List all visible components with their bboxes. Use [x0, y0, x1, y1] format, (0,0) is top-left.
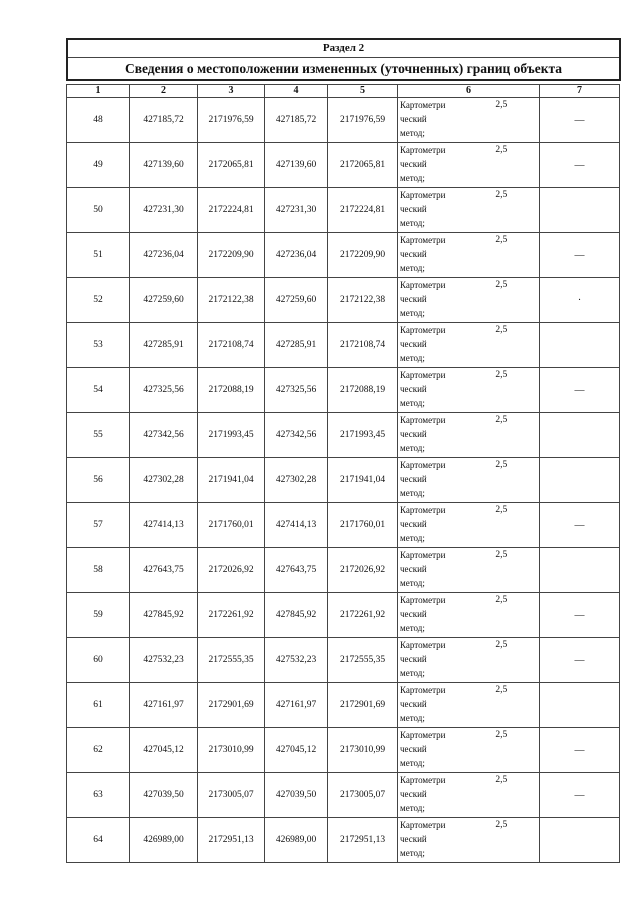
table-row — [67, 143, 620, 188]
method-text: метод; — [400, 173, 425, 183]
accuracy-value: 2,5 — [464, 548, 540, 593]
y-refined: 2173005,07 — [328, 773, 398, 818]
y-existing: 2172026,92 — [198, 548, 265, 593]
note-cell — [540, 818, 620, 863]
method-text: метод; — [400, 623, 425, 633]
table-row — [67, 728, 620, 773]
x-existing: 427259,60 — [130, 278, 198, 323]
method-text: метод; — [400, 758, 425, 768]
x-existing: 427045,12 — [130, 728, 198, 773]
method-text: ческий — [400, 654, 427, 664]
y-refined: 2171993,45 — [328, 413, 398, 458]
x-existing: 427185,72 — [130, 98, 198, 143]
y-existing: 2172951,13 — [198, 818, 265, 863]
accuracy-value: 2,5 — [464, 413, 540, 458]
x-existing: 427231,30 — [130, 188, 198, 233]
y-refined: 2171976,59 — [328, 98, 398, 143]
method-text: метод; — [400, 578, 425, 588]
point-number: 58 — [67, 548, 130, 593]
point-number: 55 — [67, 413, 130, 458]
method-text: метод; — [400, 443, 425, 453]
x-existing: 426989,00 — [130, 818, 198, 863]
method-text: ческий — [400, 249, 427, 259]
accuracy-value: 2,5 — [464, 188, 540, 233]
accuracy-value: 2,5 — [464, 593, 540, 638]
accuracy-value: 2,5 — [464, 773, 540, 818]
x-refined: 427532,23 — [265, 638, 328, 683]
method-text: Картометри — [400, 325, 446, 335]
table-row — [67, 503, 620, 548]
y-refined: 2172122,38 — [328, 278, 398, 323]
accuracy-value: 2,5 — [464, 323, 540, 368]
x-refined: 427161,97 — [265, 683, 328, 728]
y-existing: 2171941,04 — [198, 458, 265, 503]
y-existing: 2172209,90 — [198, 233, 265, 278]
column-header: 7 — [540, 85, 620, 98]
y-refined: 2171941,04 — [328, 458, 398, 503]
x-refined: 427259,60 — [265, 278, 328, 323]
x-existing: 427325,56 — [130, 368, 198, 413]
point-number: 63 — [67, 773, 130, 818]
note-cell: — — [540, 98, 620, 143]
method-text: Картометри — [400, 550, 446, 560]
method-text: метод; — [400, 128, 425, 138]
y-existing: 2172088,19 — [198, 368, 265, 413]
column-header: 3 — [198, 85, 265, 98]
accuracy-value: 2,5 — [464, 728, 540, 773]
method-cell — [398, 683, 464, 728]
y-existing: 2171760,01 — [198, 503, 265, 548]
point-number: 64 — [67, 818, 130, 863]
x-existing: 427302,28 — [130, 458, 198, 503]
note-cell: — — [540, 233, 620, 278]
note-cell — [540, 683, 620, 728]
boundary-table — [66, 84, 620, 863]
point-number: 53 — [67, 323, 130, 368]
table-row — [67, 188, 620, 233]
note-cell: — — [540, 143, 620, 188]
method-cell — [398, 503, 464, 548]
x-refined: 427185,72 — [265, 98, 328, 143]
section-subtitle: Сведения о местоположении измененных (уточненных) границ объекта — [124, 61, 563, 76]
method-text: ческий — [400, 834, 427, 844]
method-text: Картометри — [400, 775, 446, 785]
table-row — [67, 323, 620, 368]
note-cell — [540, 548, 620, 593]
method-cell — [398, 638, 464, 683]
y-refined: 2172088,19 — [328, 368, 398, 413]
method-cell — [398, 773, 464, 818]
accuracy-value: 2,5 — [464, 278, 540, 323]
y-refined: 2172065,81 — [328, 143, 398, 188]
method-text: ческий — [400, 519, 427, 529]
y-refined: 2172555,35 — [328, 638, 398, 683]
method-text: метод; — [400, 488, 425, 498]
method-text: ческий — [400, 204, 427, 214]
accuracy-value: 2,5 — [464, 368, 540, 413]
column-number-row — [67, 85, 620, 98]
method-cell — [398, 143, 464, 188]
table-row — [67, 638, 620, 683]
table-row — [67, 683, 620, 728]
table-row — [67, 818, 620, 863]
x-existing: 427285,91 — [130, 323, 198, 368]
column-header: 1 — [67, 85, 130, 98]
y-refined: 2173010,99 — [328, 728, 398, 773]
x-existing: 427643,75 — [130, 548, 198, 593]
x-existing: 427161,97 — [130, 683, 198, 728]
y-existing: 2172224,81 — [198, 188, 265, 233]
y-refined: 2172209,90 — [328, 233, 398, 278]
x-existing: 427845,92 — [130, 593, 198, 638]
method-text: ческий — [400, 429, 427, 439]
method-cell — [398, 818, 464, 863]
method-text: ческий — [400, 789, 427, 799]
method-text: ческий — [400, 564, 427, 574]
point-number: 61 — [67, 683, 130, 728]
y-existing: 2172555,35 — [198, 638, 265, 683]
y-existing: 2173005,07 — [198, 773, 265, 818]
note-cell — [540, 413, 620, 458]
x-refined: 427045,12 — [265, 728, 328, 773]
method-text: метод; — [400, 353, 425, 363]
method-text: метод; — [400, 713, 425, 723]
method-text: метод; — [400, 398, 425, 408]
y-existing: 2171976,59 — [198, 98, 265, 143]
table-row — [67, 458, 620, 503]
point-number: 62 — [67, 728, 130, 773]
y-refined: 2171760,01 — [328, 503, 398, 548]
method-cell — [398, 233, 464, 278]
x-refined: 427285,91 — [265, 323, 328, 368]
method-cell — [398, 593, 464, 638]
point-number: 54 — [67, 368, 130, 413]
column-header: 2 — [130, 85, 198, 98]
method-cell — [398, 728, 464, 773]
x-refined: 427643,75 — [265, 548, 328, 593]
method-text: Картометри — [400, 100, 446, 110]
method-text: Картометри — [400, 370, 446, 380]
method-text: ческий — [400, 744, 427, 754]
y-existing: 2173010,99 — [198, 728, 265, 773]
y-existing: 2172065,81 — [198, 143, 265, 188]
x-existing: 427342,56 — [130, 413, 198, 458]
x-refined: 426989,00 — [265, 818, 328, 863]
accuracy-value: 2,5 — [464, 503, 540, 548]
note-cell: · — [540, 278, 620, 323]
method-text: ческий — [400, 114, 427, 124]
method-cell — [398, 323, 464, 368]
method-text: метод; — [400, 308, 425, 318]
point-number: 56 — [67, 458, 130, 503]
method-text: Картометри — [400, 190, 446, 200]
x-existing: 427139,60 — [130, 143, 198, 188]
x-refined: 427414,13 — [265, 503, 328, 548]
method-text: ческий — [400, 699, 427, 709]
point-number: 59 — [67, 593, 130, 638]
method-text: Картометри — [400, 820, 446, 830]
method-cell — [398, 98, 464, 143]
note-cell — [540, 323, 620, 368]
method-text: Картометри — [400, 505, 446, 515]
table-row — [67, 593, 620, 638]
table-row — [67, 368, 620, 413]
method-text: метод; — [400, 263, 425, 273]
point-number: 57 — [67, 503, 130, 548]
y-refined: 2172951,13 — [328, 818, 398, 863]
method-text: ческий — [400, 339, 427, 349]
method-text: Картометри — [400, 730, 446, 740]
accuracy-value: 2,5 — [464, 818, 540, 863]
y-existing: 2172261,92 — [198, 593, 265, 638]
point-number: 52 — [67, 278, 130, 323]
x-refined: 427302,28 — [265, 458, 328, 503]
method-text: метод; — [400, 533, 425, 543]
table-row — [67, 773, 620, 818]
method-text: ческий — [400, 294, 427, 304]
x-refined: 427139,60 — [265, 143, 328, 188]
x-existing: 427236,04 — [130, 233, 198, 278]
point-number: 51 — [67, 233, 130, 278]
x-existing: 427414,13 — [130, 503, 198, 548]
x-refined: 427342,56 — [265, 413, 328, 458]
note-cell: — — [540, 773, 620, 818]
y-refined: 2172901,69 — [328, 683, 398, 728]
note-cell: — — [540, 593, 620, 638]
method-cell — [398, 548, 464, 593]
y-existing: 2172108,74 — [198, 323, 265, 368]
column-header: 6 — [398, 85, 540, 98]
table-body — [67, 98, 620, 863]
point-number: 60 — [67, 638, 130, 683]
method-cell — [398, 368, 464, 413]
method-text: ческий — [400, 609, 427, 619]
method-text: Картометри — [400, 235, 446, 245]
column-header: 4 — [265, 85, 328, 98]
point-number: 48 — [67, 98, 130, 143]
y-refined: 2172261,92 — [328, 593, 398, 638]
method-text: метод; — [400, 668, 425, 678]
method-text: ческий — [400, 159, 427, 169]
x-refined: 427236,04 — [265, 233, 328, 278]
note-cell: — — [540, 368, 620, 413]
y-existing: 2172122,38 — [198, 278, 265, 323]
accuracy-value: 2,5 — [464, 98, 540, 143]
table-row — [67, 278, 620, 323]
accuracy-value: 2,5 — [464, 683, 540, 728]
column-header: 5 — [328, 85, 398, 98]
table-row — [67, 98, 620, 143]
method-text: Картометри — [400, 460, 446, 470]
x-existing: 427039,50 — [130, 773, 198, 818]
section-header-frame — [66, 38, 621, 81]
y-refined: 2172224,81 — [328, 188, 398, 233]
x-existing: 427532,23 — [130, 638, 198, 683]
method-cell — [398, 458, 464, 503]
method-text: Картометри — [400, 145, 446, 155]
method-text: метод; — [400, 803, 425, 813]
point-number: 49 — [67, 143, 130, 188]
x-refined: 427325,56 — [265, 368, 328, 413]
method-text: Картометри — [400, 415, 446, 425]
method-text: Картометри — [400, 280, 446, 290]
x-refined: 427231,30 — [265, 188, 328, 233]
note-cell: — — [540, 728, 620, 773]
method-text: Картометри — [400, 595, 446, 605]
table-row — [67, 548, 620, 593]
y-existing: 2172901,69 — [198, 683, 265, 728]
x-refined: 427845,92 — [265, 593, 328, 638]
point-number: 50 — [67, 188, 130, 233]
note-cell — [540, 188, 620, 233]
accuracy-value: 2,5 — [464, 233, 540, 278]
x-refined: 427039,50 — [265, 773, 328, 818]
y-refined: 2172108,74 — [328, 323, 398, 368]
method-text: метод; — [400, 848, 425, 858]
accuracy-value: 2,5 — [464, 458, 540, 503]
y-existing: 2171993,45 — [198, 413, 265, 458]
table-row — [67, 413, 620, 458]
method-text: метод; — [400, 218, 425, 228]
y-refined: 2172026,92 — [328, 548, 398, 593]
method-cell — [398, 188, 464, 233]
method-text: Картометри — [400, 685, 446, 695]
note-cell: — — [540, 503, 620, 548]
note-cell: — — [540, 638, 620, 683]
method-cell — [398, 413, 464, 458]
note-cell — [540, 458, 620, 503]
accuracy-value: 2,5 — [464, 638, 540, 683]
method-text: Картометри — [400, 640, 446, 650]
accuracy-value: 2,5 — [464, 143, 540, 188]
method-cell — [398, 278, 464, 323]
method-text: ческий — [400, 474, 427, 484]
table-row — [67, 233, 620, 278]
section-title: Раздел 2 — [68, 40, 619, 58]
method-text: ческий — [400, 384, 427, 394]
